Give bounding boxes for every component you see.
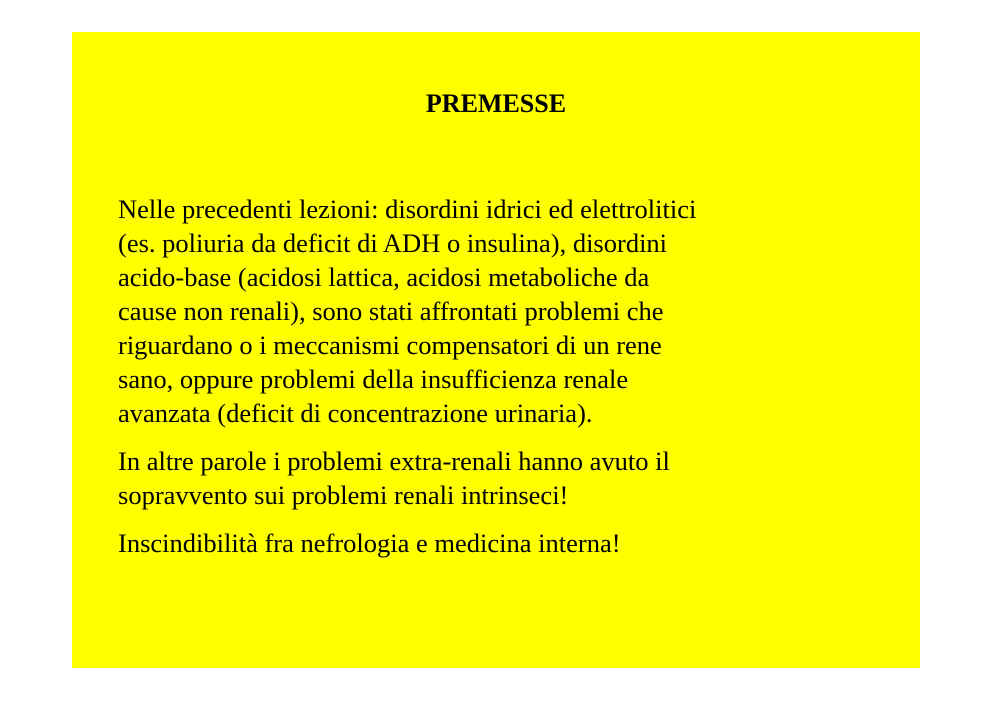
text-line: cause non renali), sono stati affrontati problemi che (118, 296, 664, 326)
text-line: acido-base (acidosi lattica, acidosi metaboliche da (118, 262, 650, 292)
text-line: (es. poliuria da deficit di ADH o insulina), disordini (118, 228, 668, 258)
text-line: Inscindibilità fra nefrologia e medicina interna! (118, 528, 621, 558)
paragraph-premises (118, 192, 898, 430)
text-line: sano, oppure problemi della insufficienza renale (118, 364, 629, 394)
text-line: Nelle precedenti lezioni: disordini idrici ed elettrolitici (118, 194, 697, 224)
slide-title: PREMESSE (425, 89, 567, 118)
text-line: riguardano o i meccanismi compensatori di un rene (118, 330, 662, 360)
slide-panel (72, 32, 920, 668)
paragraph-conclusion (118, 526, 898, 560)
paragraph-extra-renal (118, 444, 898, 512)
text-line: sopravvento sui problemi renali intrinseci! (118, 480, 569, 510)
text-line: avanzata (deficit di concentrazione urinaria). (118, 398, 593, 428)
slide-body (118, 192, 898, 574)
text-line: In altre parole i problemi extra-renali hanno avuto il (118, 446, 670, 476)
